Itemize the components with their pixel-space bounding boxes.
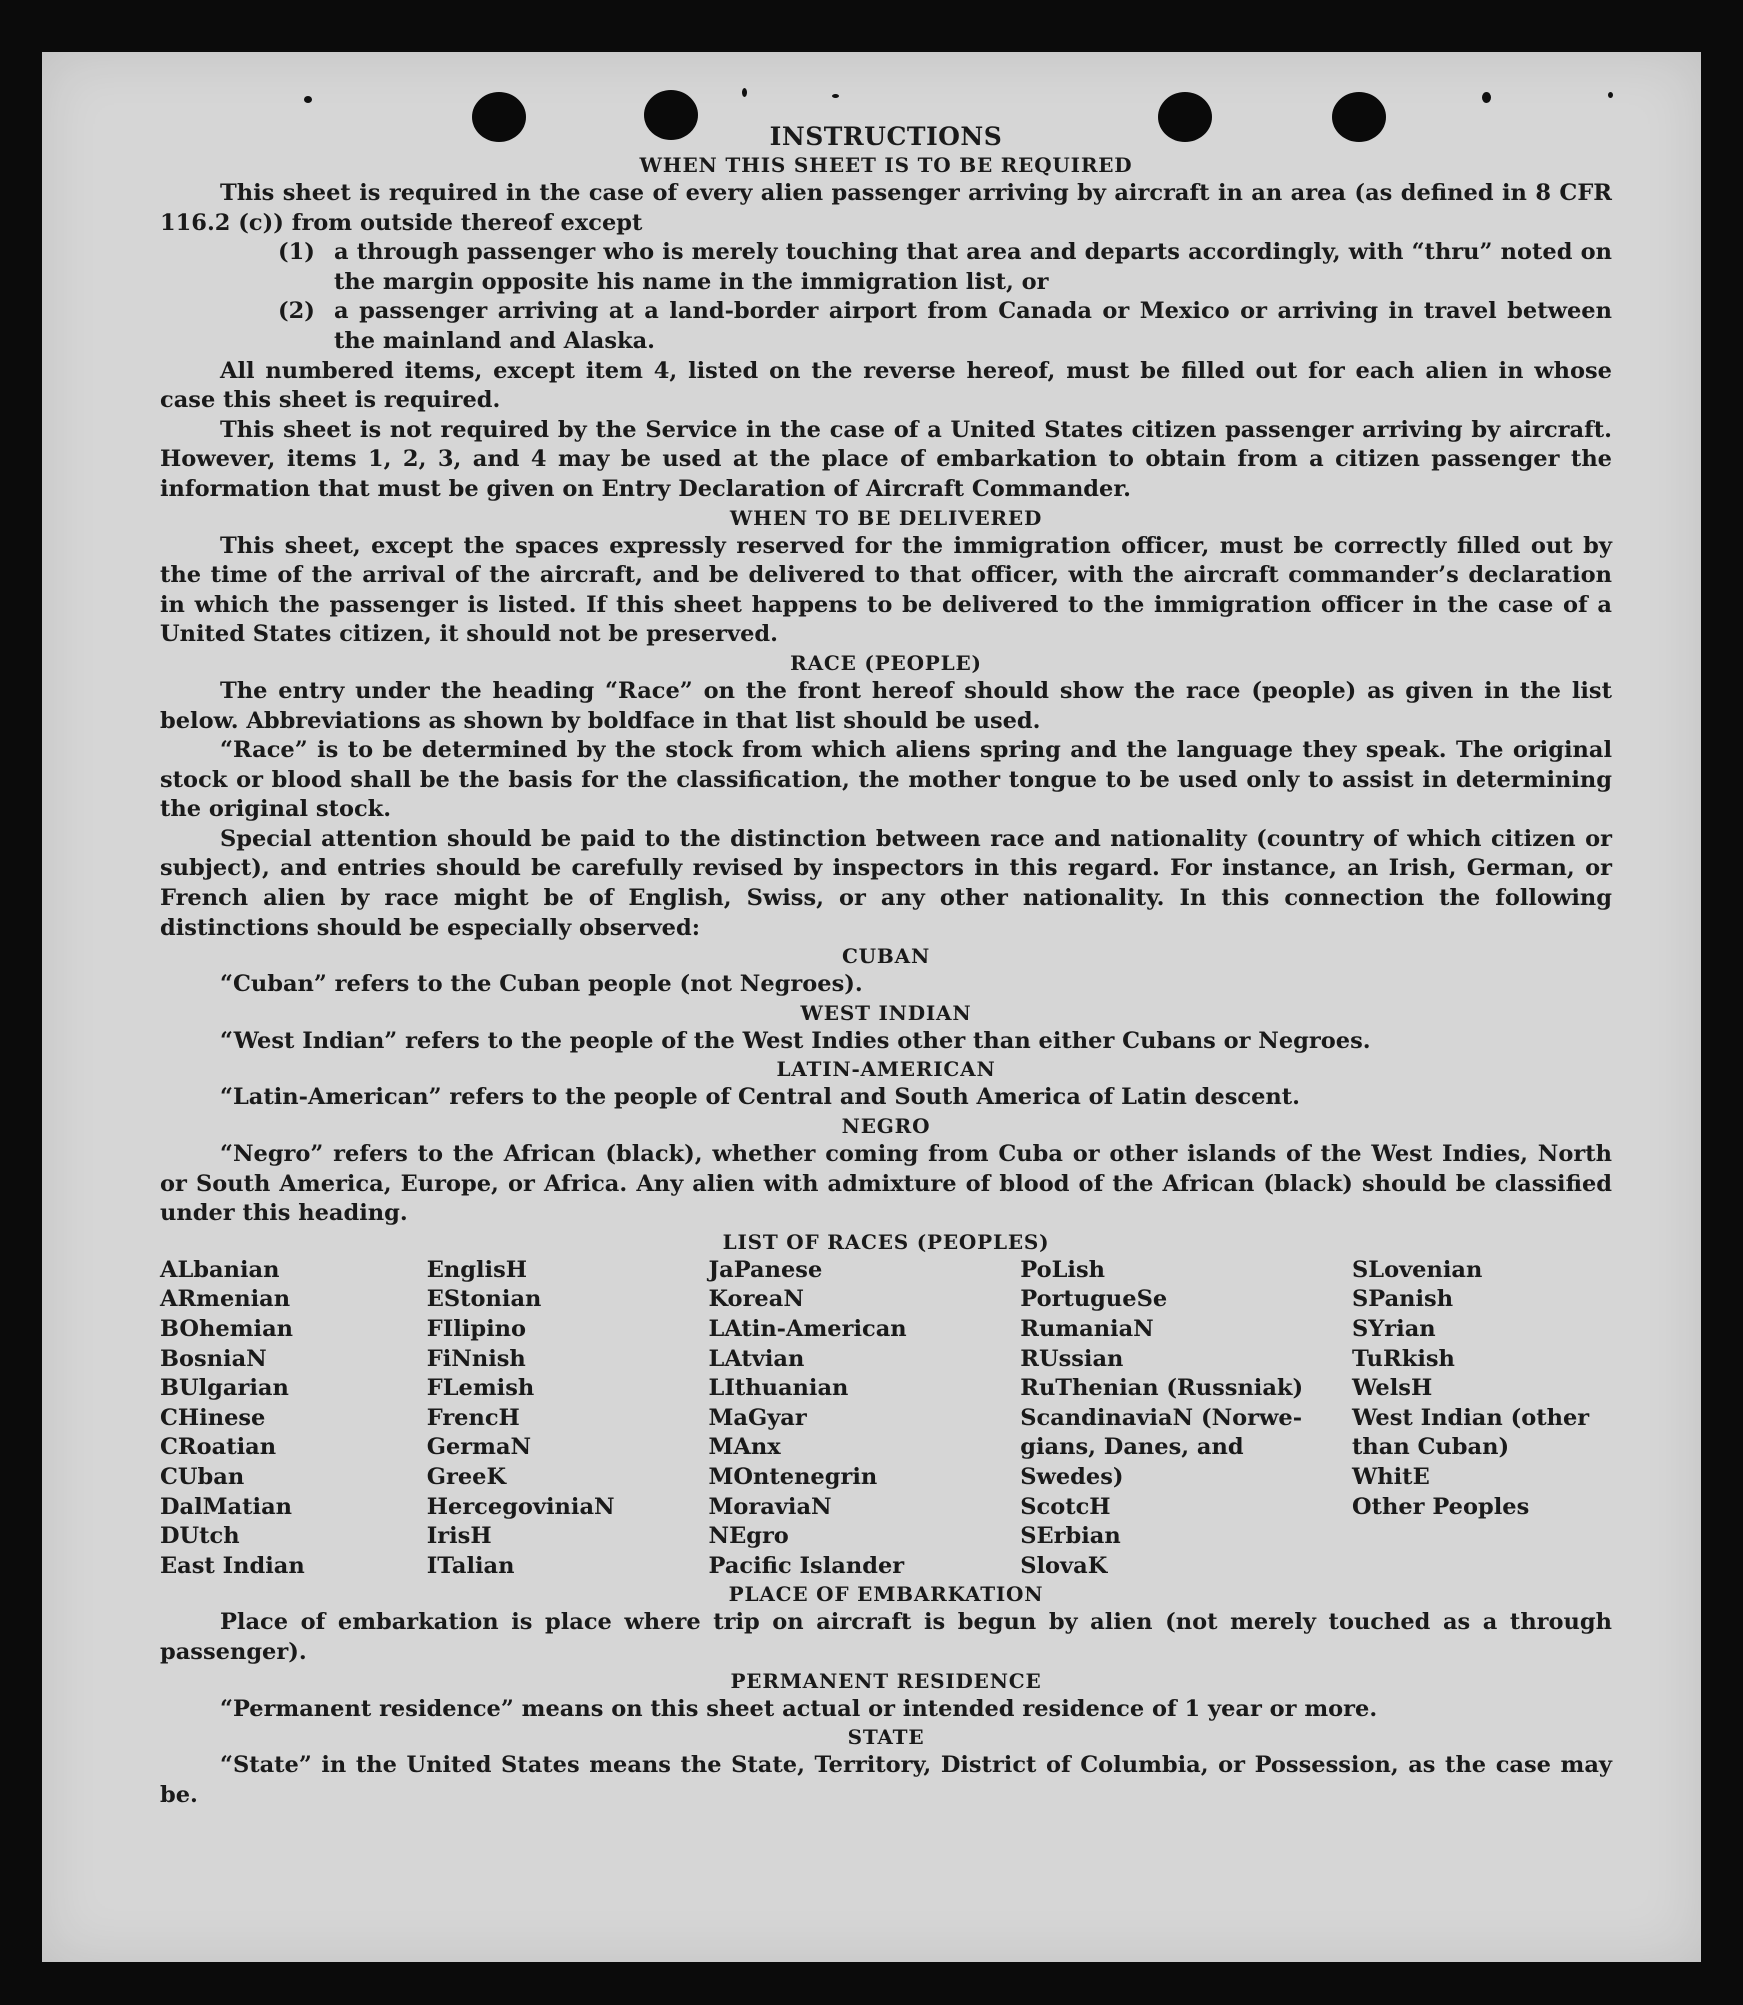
speck: [1482, 92, 1491, 103]
race-entry: SYrian: [1352, 1316, 1436, 1342]
instructions-body: [160, 122, 1612, 1810]
races-heading: LIST OF RACES (PEOPLES): [722, 1229, 1050, 1254]
race-entry: MoraviaN: [708, 1493, 832, 1520]
closing-sections: [160, 1581, 1612, 1810]
section-paragraph: “Cuban” refers to the Cuban people (not Negroes).: [220, 971, 863, 998]
race-entry: ALbanian: [160, 1256, 280, 1283]
section-paragraph: The entry under the heading “Race” on the front hereof should show the race (people) as given in the list below. Abbreviations as shown by boldface in that list should be used.: [160, 677, 1612, 734]
race-entry: SLovenian: [1352, 1256, 1483, 1283]
race-entry: EnglisH: [426, 1256, 528, 1283]
section-heading: RACE (PEOPLE): [790, 650, 982, 675]
race-column: [1020, 1256, 1325, 1582]
section-paragraph: Special attention should be paid to the distinction between race and nationality (country of which citizen or subject), and entries should be carefully revised by inspectors in this regard. For instance, an Irish, German, or French alien by race might be of English, Swiss, or any other nationality. In this connection the following distinctions should be especially observed:: [160, 825, 1612, 941]
race-entry: PortugueSe: [1020, 1286, 1168, 1313]
race-entry: LAtvian: [708, 1345, 805, 1372]
race-column: [427, 1256, 682, 1582]
section-paragraph: “State” in the United States means the State, Territory, District of Columbia, or Possession, as the case may be.: [160, 1752, 1612, 1808]
race-entry: JaPanese: [708, 1256, 823, 1283]
section-paragraph: This sheet is not required by the Service in the case of a United States citizen passenger arriving by aircraft. However, items 1, 2, 3, and 4 may be used at the place of embarkation to obtain from a citizen passenger the information that must be given on Entry Declaration of Aircraft Commander.: [160, 416, 1612, 502]
race-entry: FiNnish: [426, 1345, 526, 1372]
section-heading: NEGRO: [841, 1114, 931, 1139]
section-paragraph: This sheet is required in the case of every alien passenger arriving by aircraft in an area (as defined in 8 CFR 116.2 (c)) from outside thereof except: [160, 180, 1612, 236]
race-entry: BUlgarian: [160, 1375, 289, 1402]
race-entry: IrisH: [426, 1523, 492, 1550]
race-entry: WhitE: [1352, 1463, 1430, 1490]
race-entry: FIlipino: [426, 1316, 526, 1342]
race-entry: CUban: [160, 1463, 245, 1490]
section-paragraph: “Latin-American” refers to the people of Central and South America of Latin descent.: [220, 1084, 1300, 1111]
race-entry: CRoatian: [160, 1434, 277, 1461]
speck: [1608, 92, 1613, 98]
race-entry: Pacific Islander: [708, 1552, 905, 1579]
race-entry: FLemish: [426, 1375, 535, 1402]
race-list: [160, 1256, 1612, 1582]
item-number: (2): [278, 298, 315, 325]
race-entry: BOhemian: [160, 1316, 294, 1342]
race-entry: ScotcH: [1020, 1493, 1111, 1520]
speck: [742, 88, 747, 97]
instruction-sections: [160, 152, 1612, 1229]
document-page: [42, 52, 1701, 1962]
race-entry: ScandinaviaN (Norwe- gians, Danes, and Swedes): [1020, 1404, 1303, 1490]
section-heading: CUBAN: [841, 944, 931, 969]
race-entry: FrencH: [426, 1404, 520, 1431]
race-entry: CHinese: [160, 1404, 266, 1431]
race-entry: HercegoviniaN: [426, 1493, 615, 1520]
section-paragraph: “Negro” refers to the African (black), whether coming from Cuba or other islands of the West Indies, North or South America, Europe, or Africa. Any alien with admixture of blood of the African (black) should be classified under this heading.: [160, 1141, 1612, 1227]
race-entry: EStonian: [426, 1286, 542, 1313]
section-heading: PLACE OF EMBARKATION: [728, 1582, 1044, 1607]
race-entry: ARmenian: [160, 1286, 291, 1313]
race-entry: PoLish: [1020, 1256, 1105, 1283]
section-paragraph: All numbered items, except item 4, listed on the reverse hereof, must be filled out for each alien in whose case this sheet is required.: [160, 357, 1612, 414]
item-text: a through passenger who is merely touching that area and departs accordingly, with “thru” noted on the margin opposite his name in the immigration list, or: [334, 239, 1612, 295]
race-entry: KoreaN: [708, 1286, 804, 1313]
race-entry: DUtch: [160, 1523, 240, 1550]
item-text: a passenger arriving at a land-border airport from Canada or Mexico or arriving in travel between the mainland and Alaska.: [334, 298, 1612, 354]
race-entry: TuRkish: [1352, 1345, 1455, 1372]
section-heading: LATIN-AMERICAN: [776, 1057, 996, 1082]
race-column: [1352, 1256, 1612, 1582]
speck: [832, 94, 839, 98]
race-entry: ITalian: [426, 1552, 515, 1579]
list-item: [160, 238, 1612, 297]
section-paragraph: “Permanent residence” means on this sheet actual or intended residence of 1 year or more.: [220, 1695, 1378, 1722]
section-heading: WHEN THIS SHEET IS TO BE REQUIRED: [639, 153, 1133, 177]
race-entry: SErbian: [1020, 1523, 1121, 1550]
race-entry: SPanish: [1352, 1286, 1454, 1313]
race-entry: LIthuanian: [708, 1375, 849, 1402]
race-entry: BosniaN: [160, 1345, 267, 1372]
section-heading: WHEN TO BE DELIVERED: [729, 505, 1043, 530]
section-paragraph: This sheet, except the spaces expressly reserved for the immigration officer, must be correctly filled out by the time of the arrival of the aircraft, and be delivered to that officer, with the aircraft commander’s declaration in which the passenger is listed. If this sheet happens to be delivered to the immigration officer in the case of a United States citizen, it should not be preserved.: [160, 532, 1612, 648]
race-column: [160, 1256, 400, 1582]
section-paragraph: “West Indian” refers to the people of the West Indies other than either Cubans or Negroes.: [220, 1027, 1371, 1054]
section-paragraph: Place of embarkation is place where trip on aircraft is begun by alien (not merely touched as a through passenger).: [160, 1609, 1612, 1665]
race-entry: West Indian (other than Cuban): [1352, 1404, 1590, 1461]
section-heading: WEST INDIAN: [800, 1000, 972, 1025]
race-entry: MaGyar: [708, 1404, 807, 1431]
list-item: [160, 297, 1612, 356]
race-entry: NEgro: [708, 1523, 789, 1550]
section-heading: STATE: [847, 1725, 925, 1750]
race-entry: RumaniaN: [1020, 1316, 1154, 1342]
race-entry: MAnx: [708, 1434, 781, 1461]
section-paragraph: “Race” is to be determined by the stock from which aliens spring and the language they speak. The original stock or blood shall be the basis for the classification, the mother tongue to be used only to assist in determining the original stock.: [160, 737, 1612, 823]
race-entry: SlovaK: [1020, 1552, 1108, 1579]
race-entry: East Indian: [160, 1552, 305, 1579]
speck: [304, 96, 312, 103]
race-entry: GreeK: [426, 1463, 507, 1490]
race-entry: Other Peoples: [1352, 1493, 1530, 1520]
race-entry: WelsH: [1352, 1375, 1433, 1402]
race-entry: RUssian: [1020, 1345, 1124, 1372]
item-number: (1): [278, 239, 315, 266]
page-title: INSTRUCTIONS: [769, 122, 1003, 151]
race-entry: RuThenian (Russniak): [1020, 1375, 1304, 1402]
race-entry: LAtin-American: [708, 1316, 907, 1342]
section-heading: PERMANENT RESIDENCE: [730, 1668, 1042, 1693]
race-entry: GermaN: [426, 1434, 532, 1461]
race-entry: DalMatian: [160, 1493, 293, 1520]
race-entry: MOntenegrin: [708, 1463, 878, 1490]
race-column: [709, 1256, 994, 1582]
